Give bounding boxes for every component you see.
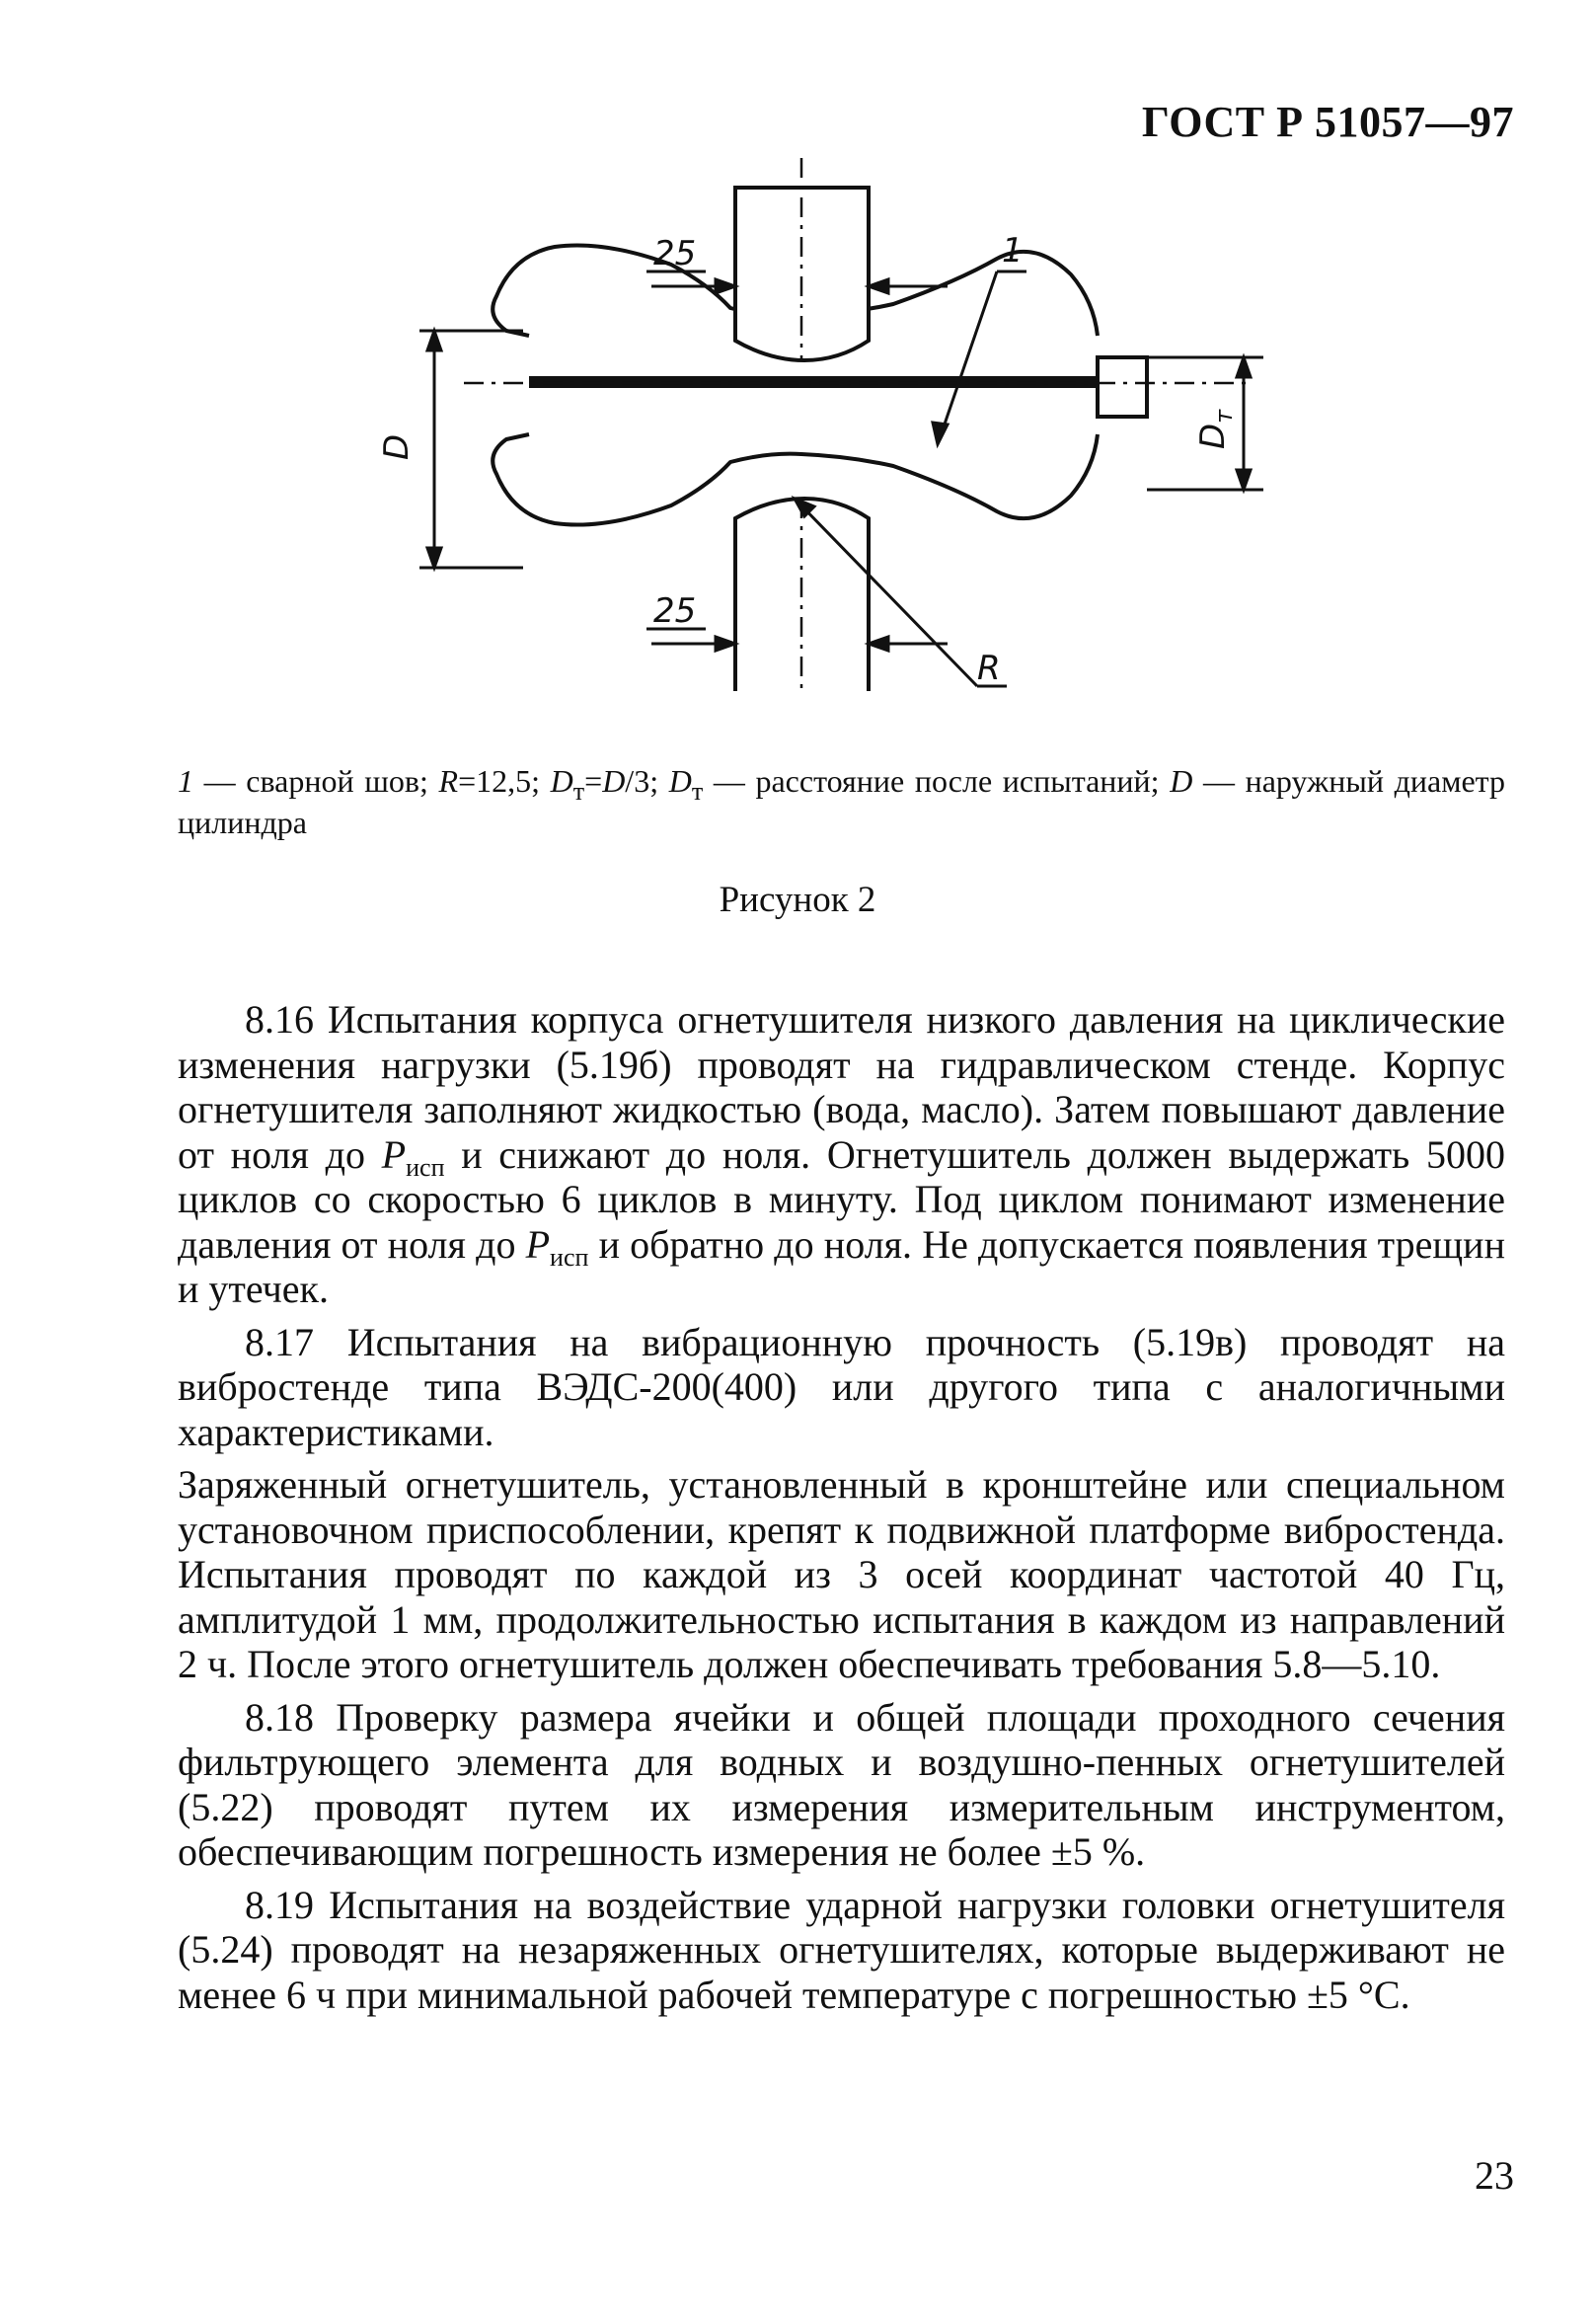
dim-label-D: D [377, 433, 417, 460]
specimen-tab [1098, 357, 1147, 417]
dim-label-top: 25 [653, 234, 697, 273]
page-number: 23 [1475, 2153, 1514, 2198]
callout-1-leader [933, 271, 1026, 444]
dimension-D [419, 331, 523, 568]
paragraph-8-17: 8.17 Испытания на вибрационную прочность (5.19в) проводят на вибростенде типа ВЭДС-200(400) или другого типа с аналогичными характеристиками. [178, 1319, 1505, 1454]
paragraph-8-18: 8.18 Проверку размера ячейки и общей площади проходного сечения фильтрующего элемента для водных и воздушно-пенных огнетушителей (5.22) проводят путем их измерения измерительным инструментом, обеспечивающим погрешность измерения не более ±5 %. [178, 1694, 1505, 1874]
figure-caption: 1 — сварной шов; R=12,5; $D_т=D/3$; $D_т$ — расстояние после испытаний; D — наружный диаметр цилиндра [178, 763, 1506, 840]
document-header: ГОСТ Р 51057—97 [1141, 98, 1514, 146]
paragraph-8-19: 8.19 Испытания на воздействие ударной нагрузки головки огнетушителя (5.24) проводят на незаряженных огнетушителях, которые выдерживают не менее 6 ч при минимальной рабочей температуре с погрешностью ±5 °С. [178, 1882, 1505, 2017]
top-plunger [735, 158, 869, 360]
figure-title: Рисунок 2 [719, 880, 876, 920]
bottom-plunger [735, 499, 869, 696]
paragraph-8-17-continued: Заряженный огнетушитель, установленный в кронштейне или специальном установочном приспособлении, крепят к подвижной платформе вибростенда. Испытания проводят по каждой из 3 осей координат частотой 40 Гц, амплитудой 1 мм, продолжительностью испытания в каждом из направлений 2 ч. После этого огнетушитель должен обеспечивать требования 5.8—5.10. [178, 1462, 1505, 1686]
dim-label-Dt: $D_т$ [1193, 409, 1238, 449]
paragraph-8-16: 8.16 Испытания корпуса огнетушителя низкого давления на циклические изменения нагрузки (5.19б) проводят на гидравлическом стенде. Корпус огнетушителя заполняют жидкостью (вода, масло). Затем повышают давление от ноля до $P_{исп}$ и снижают до ноля. Огнетушитель должен выдержать 5000 циклов со скоростью 6 циклов в минуту. Под циклом понимают изменение давления от ноля до $P_{исп}$ и обратно до ноля. Не допускается появления трещин и утечек. [178, 997, 1505, 1311]
radius-label: R [977, 649, 1001, 688]
callout-1-label: 1 [1002, 231, 1024, 271]
dim-label-bottom: 25 [653, 591, 697, 631]
document-body [178, 997, 1505, 2017]
figure-2-diagram [0, 0, 1595, 750]
weld-seam [529, 376, 1098, 388]
